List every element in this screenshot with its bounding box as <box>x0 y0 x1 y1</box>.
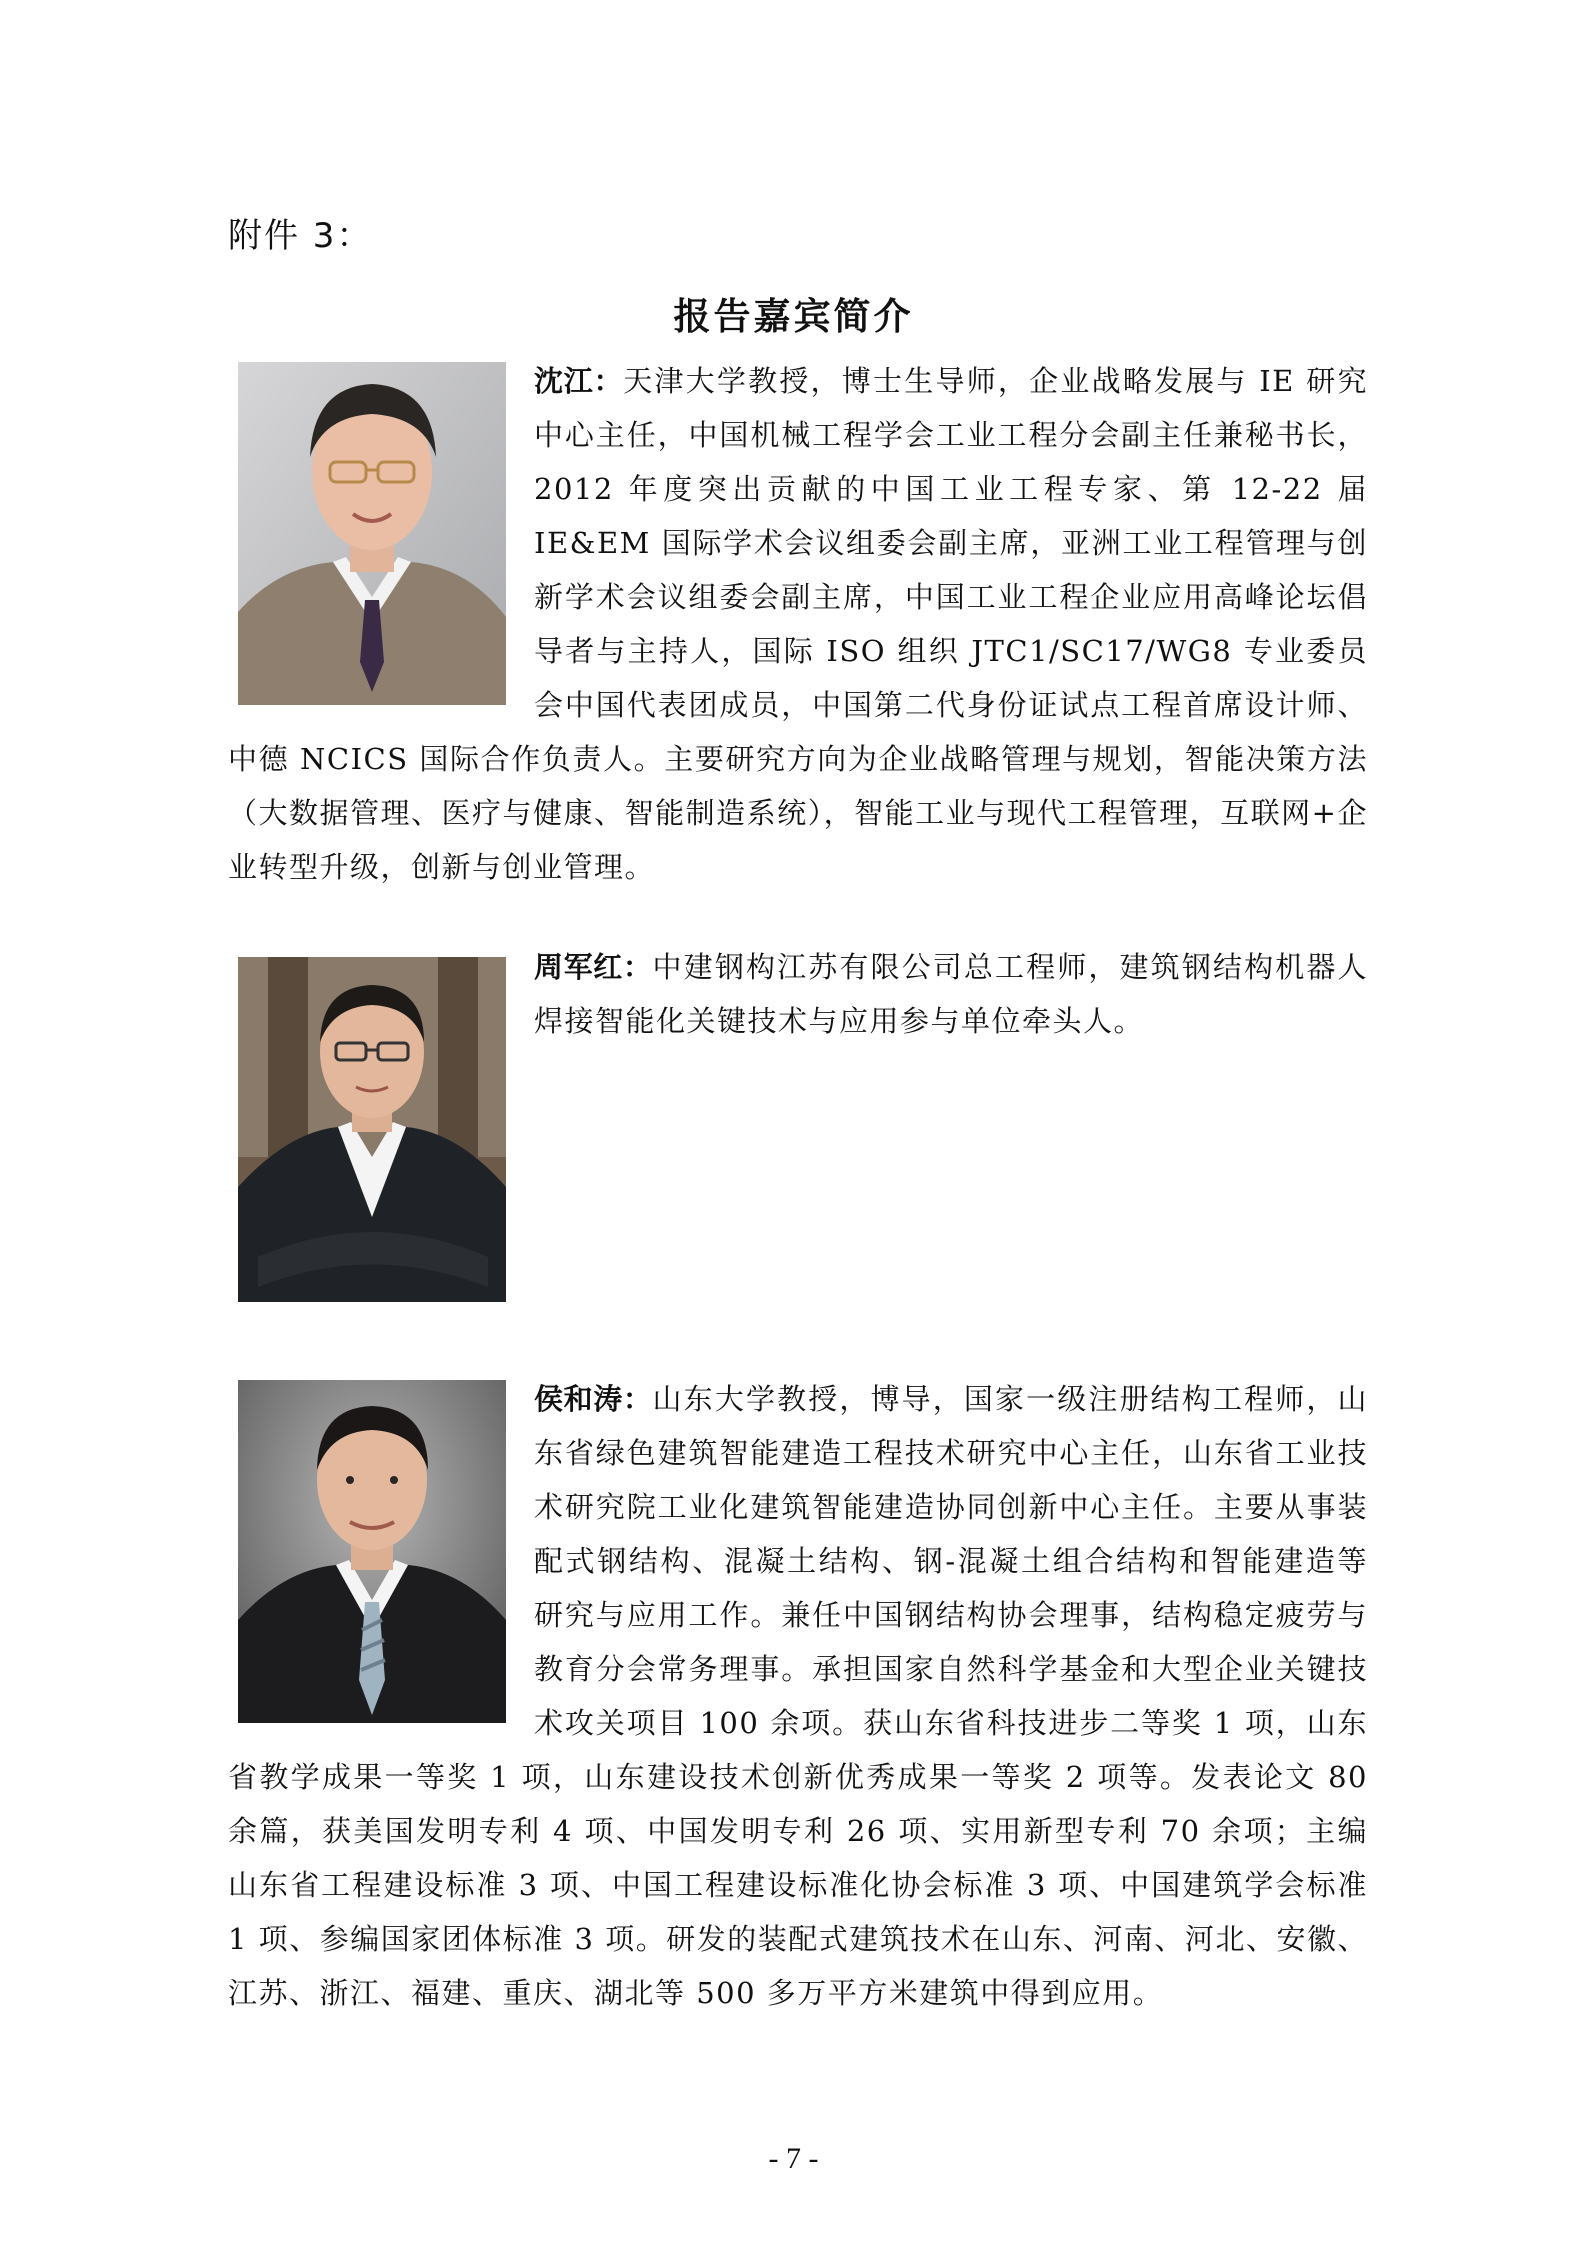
speaker-name-2: 周军红： <box>534 950 653 984</box>
speaker-bio-text-2: 中建钢构江苏有限公司总工程师，建筑钢结构机器人焊接智能化关键技术与应用参与单位牵头人。 <box>534 950 1368 1038</box>
speaker-photo-3 <box>238 1380 506 1723</box>
speaker-photo-1 <box>238 362 506 705</box>
speaker-bio-text-3: 山东大学教授，博导，国家一级注册结构工程师，山东省绿色建筑智能建造工程技术研究中心主任，山东省工业技术研究院工业化建筑智能建造协同创新中心主任。主要从事装配式钢结构、混凝土结构、钢-混凝土组合结构和智能建造等研究与应用工作。兼任中国钢结构协会理事，结构稳定疲劳与教育分会常务理事。承担国家自然科学基金和大型企业关键技术攻关项目 100 余项。获山东省科技进步二等奖 1 项，山东省教学成果一等奖 1 项，山东建设技术创新优秀成果一等奖 2 项等。发表论文 80 余篇，获美国发明专利 4 项、中国发明专利 26 项、实用新型专利 70 余项；主编山东省工程建设标准 3 项、中国工程建设标准化协会标准 3 项、中国建筑学会标准 1 项、参编国家团体标准 3 项。研发的装配式建筑技术在山东、河南、河北、安徽、江苏、浙江、福建、重庆、湖北等 500 多万平方米建筑中得到应用。 <box>228 1382 1368 2010</box>
speaker-bio-3 <box>228 1372 1368 2020</box>
speaker-name-3: 侯和涛： <box>534 1382 653 1416</box>
page-number: - 7 - <box>768 2142 819 2175</box>
attachment-label: 附件 3： <box>228 216 373 256</box>
document-title: 报告嘉宾简介 <box>673 295 914 338</box>
speaker-bio-1 <box>228 354 1368 894</box>
speaker-name-1: 沈江： <box>534 364 624 398</box>
speaker-bio-2 <box>228 940 1368 1302</box>
speaker-photo-2 <box>238 957 506 1302</box>
speaker-bio-text-1: 天津大学教授，博士生导师，企业战略发展与 IE 研究中心主任，中国机械工程学会工业工程分会副主任兼秘书长，2012 年度突出贡献的中国工业工程专家、第 12-22 届 IE&EM 国际学术会议组委会副主席，亚洲工业工程管理与创新学术会议组委会副主席，中国工业工程企业应用高峰论坛倡导者与主持人，国际 ISO 组织 JTC1/SC17/WG8 专业委员会中国代表团成员，中国第二代身份证试点工程首席设计师、中德 NCICS 国际合作负责人。主要研究方向为企业战略管理与规划，智能决策方法（大数据管理、医疗与健康、智能制造系统），智能工业与现代工程管理，互联网+企业转型升级，创新与创业管理。 <box>228 364 1368 884</box>
